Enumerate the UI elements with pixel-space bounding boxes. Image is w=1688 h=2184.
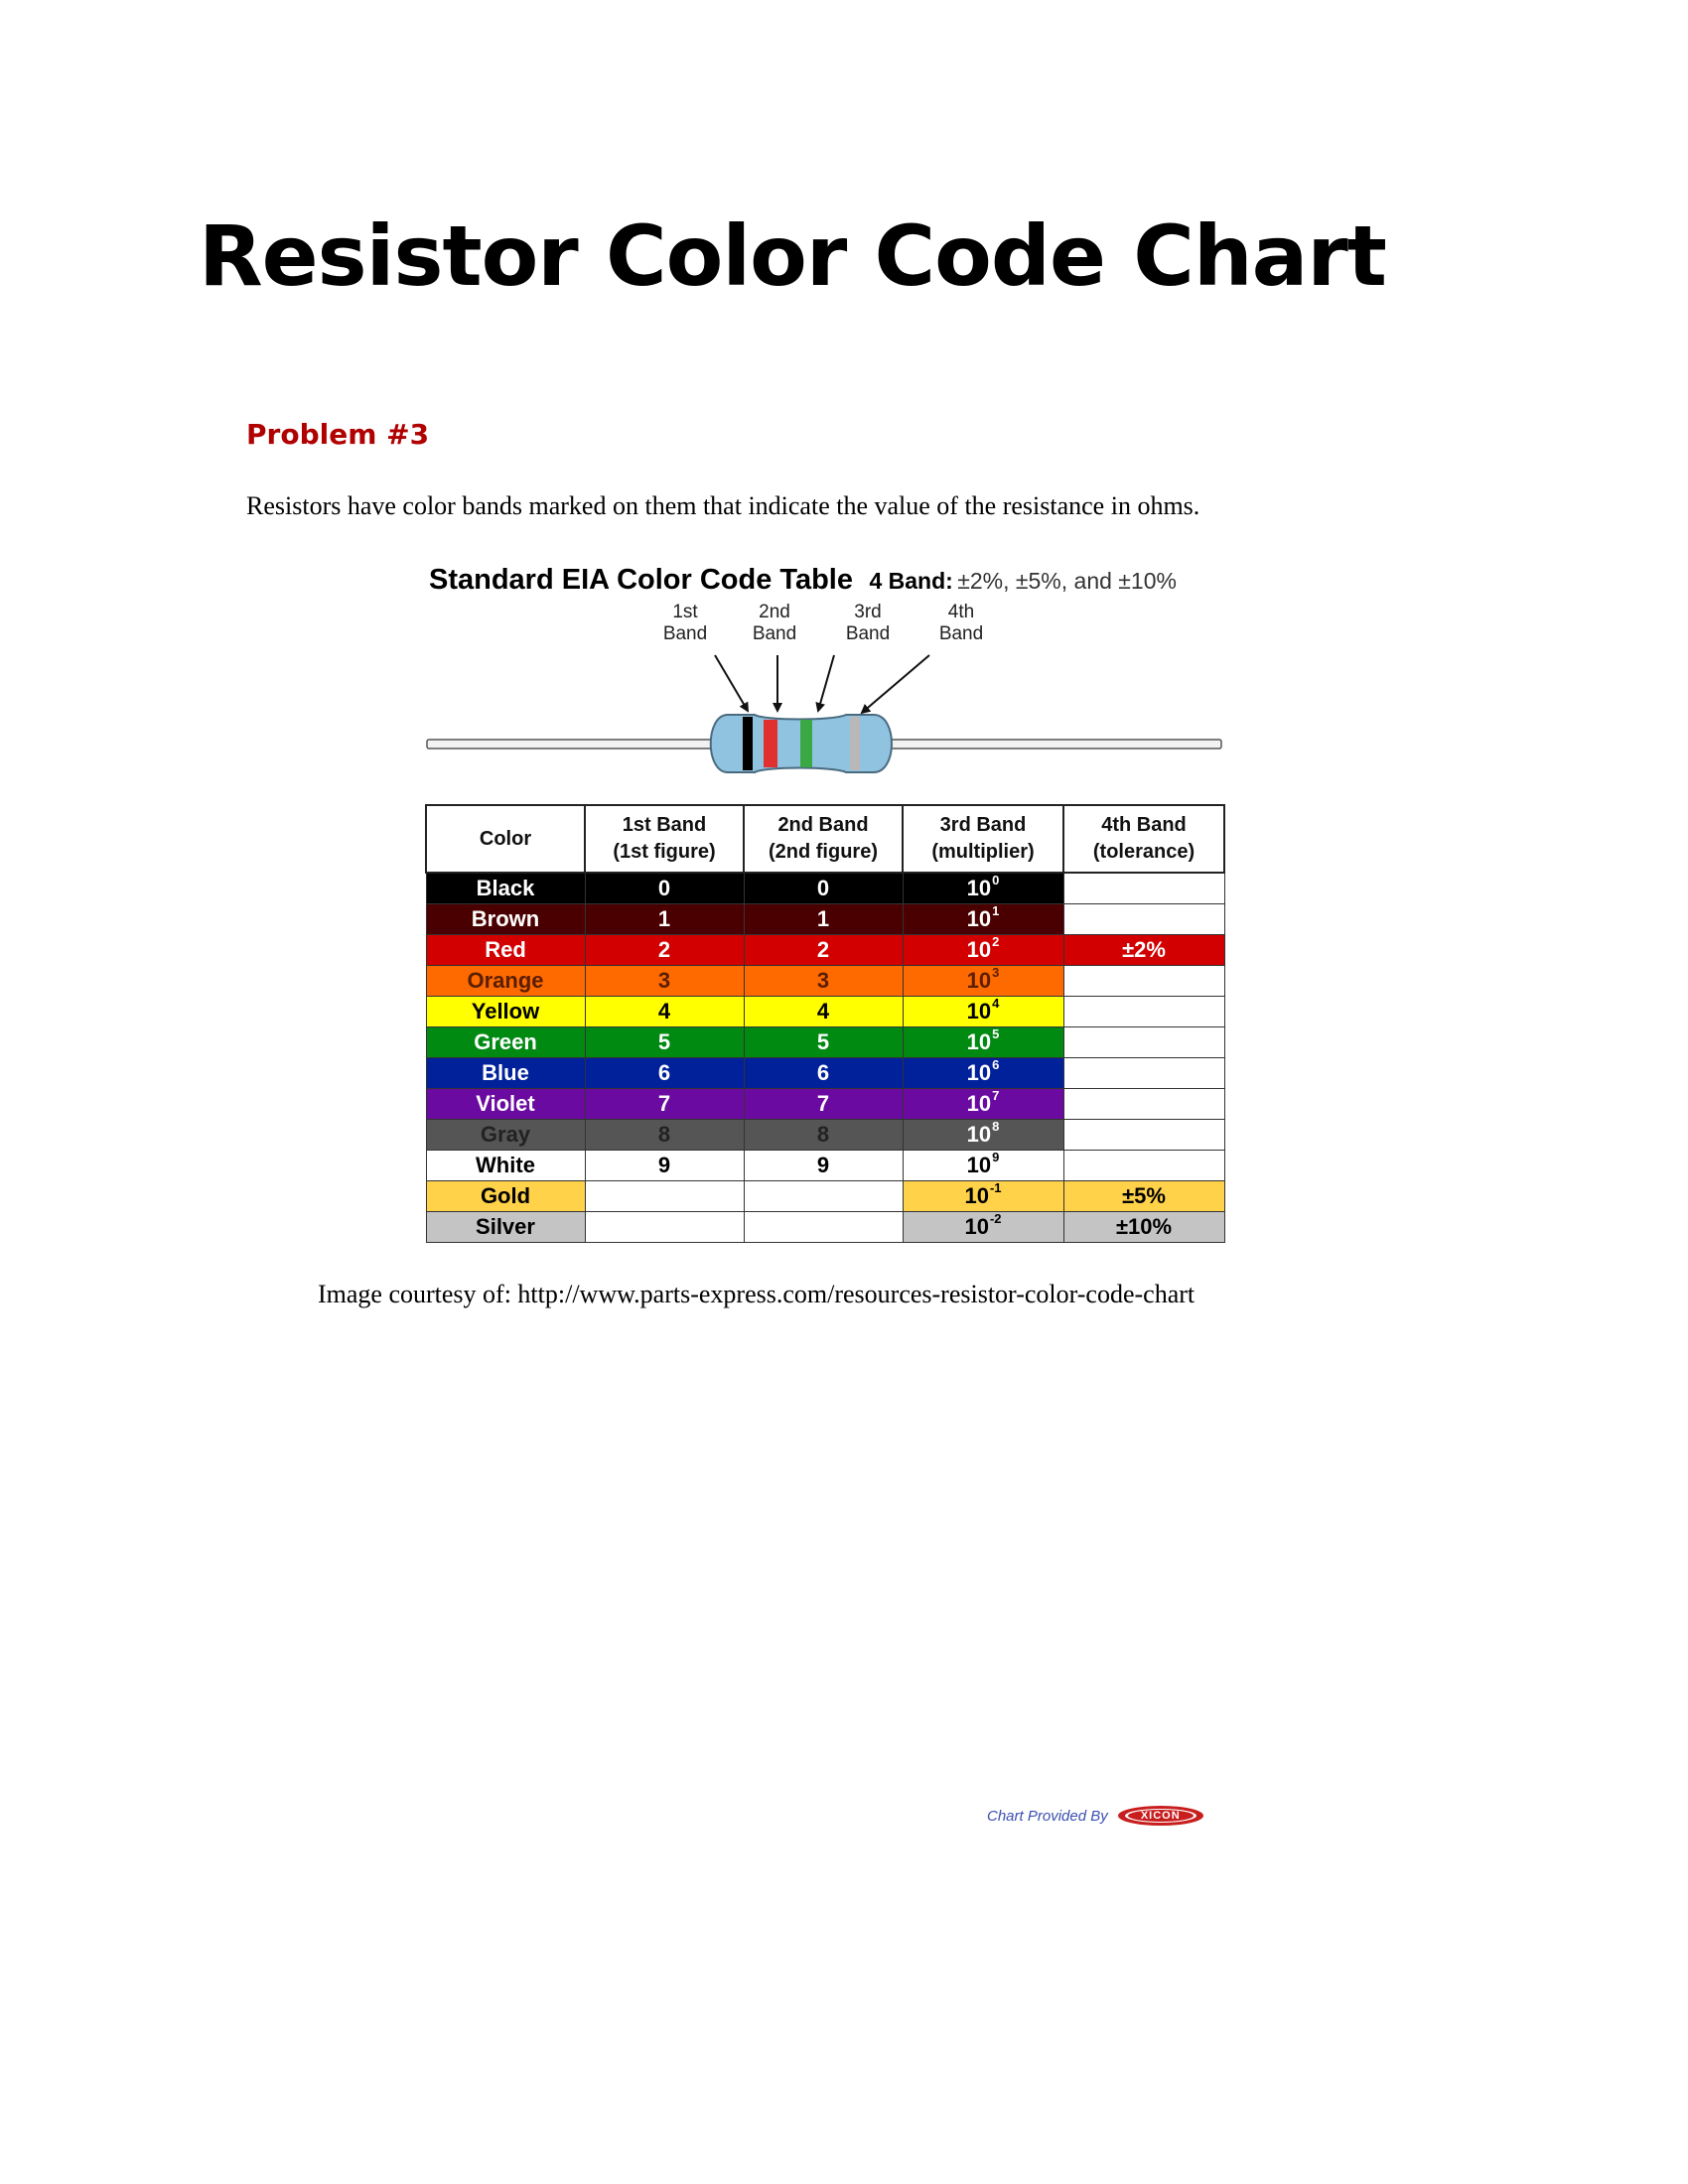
multiplier-base: 10 (966, 1029, 992, 1054)
credit-text: Chart Provided By (987, 1807, 1108, 1825)
resistor-diagram (425, 600, 1239, 798)
first-figure-cell: 2 (585, 935, 744, 966)
first-figure-cell (585, 1181, 744, 1212)
first-figure-cell: 3 (585, 966, 744, 997)
table-row-white (426, 1151, 1224, 1181)
color-name-cell: Green (426, 1027, 585, 1058)
color-name-cell: Gold (426, 1181, 585, 1212)
multiplier-exponent: -1 (989, 1179, 1002, 1195)
multiplier-cell (903, 1027, 1063, 1058)
multiplier-exponent: 0 (992, 872, 1000, 887)
first-figure-cell: 7 (585, 1089, 744, 1120)
table-row-yellow (426, 997, 1224, 1027)
chart-credit (987, 1804, 1205, 1828)
table-heading-tolerance: ±2%, ±5%, and ±10% (957, 568, 1177, 594)
multiplier-base: 10 (966, 968, 992, 993)
color-name-cell: Blue (426, 1058, 585, 1089)
arrow-band-3 (818, 655, 834, 711)
second-figure-cell: 9 (744, 1151, 903, 1181)
multiplier-base: 10 (966, 937, 992, 962)
band-label-3-line1: 3rd (854, 602, 882, 622)
table-row-brown (426, 904, 1224, 935)
multiplier-base: 10 (966, 999, 992, 1024)
table-row-gold (426, 1181, 1224, 1212)
resistor-band-4 (850, 717, 860, 770)
table-row-gray (426, 1120, 1224, 1151)
multiplier-cell (903, 873, 1063, 904)
resistor-band-3 (800, 720, 812, 767)
table-row-black (426, 873, 1224, 904)
tolerance-cell (1063, 1151, 1224, 1181)
first-figure-cell (585, 1212, 744, 1243)
band-label-1-line2: Band (662, 623, 708, 644)
arrow-band-4 (862, 655, 929, 713)
tolerance-cell (1063, 1089, 1224, 1120)
table-header-row (426, 805, 1224, 873)
tolerance-cell: ±10% (1063, 1212, 1224, 1243)
multiplier-cell (903, 966, 1063, 997)
band-label-2-line2: Band (752, 623, 797, 644)
color-name-cell: Yellow (426, 997, 585, 1027)
xicon-logo (1116, 1804, 1205, 1828)
multiplier-cell (903, 1058, 1063, 1089)
multiplier-base: 10 (966, 1153, 992, 1177)
tolerance-cell (1063, 873, 1224, 904)
resistor-band-1 (743, 717, 753, 770)
second-figure-cell: 0 (744, 873, 903, 904)
tolerance-cell (1063, 966, 1224, 997)
color-name-cell: Silver (426, 1212, 585, 1243)
multiplier-exponent: 3 (992, 964, 1000, 980)
multiplier-cell (903, 904, 1063, 935)
multiplier-cell (903, 1120, 1063, 1151)
image-courtesy: Image courtesy of: http://www.parts-express.com/resources-resistor-color-code-chart (318, 1280, 1196, 1308)
table-row-blue (426, 1058, 1224, 1089)
table-row-green (426, 1027, 1224, 1058)
band-label-4-line1: 4th (947, 602, 975, 622)
table-row-violet (426, 1089, 1224, 1120)
header-1st-band: 1st Band (1st figure) (585, 805, 744, 873)
first-figure-cell: 0 (585, 873, 744, 904)
first-figure-cell: 9 (585, 1151, 744, 1181)
first-figure-cell: 1 (585, 904, 744, 935)
multiplier-exponent: 4 (992, 995, 1000, 1011)
second-figure-cell: 1 (744, 904, 903, 935)
table-row-orange (426, 966, 1224, 997)
multiplier-cell (903, 1181, 1063, 1212)
color-name-cell: Gray (426, 1120, 585, 1151)
page-title: Resistor Color Code Chart (199, 207, 1386, 305)
multiplier-cell (903, 1089, 1063, 1120)
multiplier-exponent: 6 (992, 1056, 1000, 1072)
first-figure-cell: 8 (585, 1120, 744, 1151)
tolerance-cell (1063, 997, 1224, 1027)
color-name-cell: White (426, 1151, 585, 1181)
header-color: Color (426, 805, 585, 873)
color-name-cell: Black (426, 873, 585, 904)
multiplier-cell (903, 1212, 1063, 1243)
tolerance-cell: ±5% (1063, 1181, 1224, 1212)
tolerance-cell (1063, 1120, 1224, 1151)
table-heading-main: Standard EIA Color Code Table (429, 564, 853, 596)
band-label-1-line1: 1st (672, 602, 698, 622)
multiplier-exponent: 9 (992, 1149, 1000, 1164)
second-figure-cell: 5 (744, 1027, 903, 1058)
second-figure-cell: 3 (744, 966, 903, 997)
multiplier-cell (903, 935, 1063, 966)
table-heading (429, 562, 1177, 603)
multiplier-base: 10 (966, 1122, 992, 1147)
second-figure-cell: 6 (744, 1058, 903, 1089)
second-figure-cell (744, 1181, 903, 1212)
color-name-cell: Orange (426, 966, 585, 997)
band-label-4-line2: Band (938, 623, 984, 644)
header-4th-band: 4th Band (tolerance) (1063, 805, 1224, 873)
header-3rd-band: 3rd Band (multiplier) (903, 805, 1063, 873)
header-2nd-band: 2nd Band (2nd figure) (744, 805, 903, 873)
multiplier-base: 10 (966, 1091, 992, 1116)
multiplier-base: 10 (964, 1214, 989, 1239)
table-heading-band: 4 Band: (869, 568, 953, 594)
second-figure-cell: 4 (744, 997, 903, 1027)
resistor-band-2 (764, 720, 777, 767)
second-figure-cell: 2 (744, 935, 903, 966)
tolerance-cell (1063, 1027, 1224, 1058)
arrow-band-1 (715, 655, 748, 711)
multiplier-base: 10 (964, 1183, 989, 1208)
multiplier-exponent: 1 (992, 902, 1000, 918)
color-name-cell: Red (426, 935, 585, 966)
tolerance-cell: ±2% (1063, 935, 1224, 966)
multiplier-base: 10 (966, 1060, 992, 1085)
multiplier-base: 10 (966, 876, 992, 900)
tolerance-cell (1063, 904, 1224, 935)
problem-heading: Problem #3 (246, 418, 430, 451)
multiplier-exponent: 2 (992, 933, 1000, 949)
multiplier-exponent: 8 (992, 1118, 1000, 1134)
band-label-2-line1: 2nd (759, 602, 790, 622)
table-row-red (426, 935, 1224, 966)
multiplier-cell (903, 1151, 1063, 1181)
color-name-cell: Brown (426, 904, 585, 935)
first-figure-cell: 5 (585, 1027, 744, 1058)
intro-text: Resistors have color bands marked on them that indicate the value of the resistance in ohms. (246, 491, 1200, 520)
first-figure-cell: 4 (585, 997, 744, 1027)
color-name-cell: Violet (426, 1089, 585, 1120)
first-figure-cell: 6 (585, 1058, 744, 1089)
table-row-silver (426, 1212, 1224, 1243)
xicon-logo-text: XICON (1140, 1810, 1181, 1822)
multiplier-exponent: 7 (992, 1087, 1000, 1103)
tolerance-cell (1063, 1058, 1224, 1089)
band-label-3-line2: Band (845, 623, 891, 644)
second-figure-cell (744, 1212, 903, 1243)
second-figure-cell: 8 (744, 1120, 903, 1151)
multiplier-base: 10 (966, 906, 992, 931)
multiplier-cell (903, 997, 1063, 1027)
color-code-table (425, 804, 1225, 1243)
second-figure-cell: 7 (744, 1089, 903, 1120)
multiplier-exponent: 5 (992, 1025, 1000, 1041)
multiplier-exponent: -2 (989, 1210, 1002, 1226)
